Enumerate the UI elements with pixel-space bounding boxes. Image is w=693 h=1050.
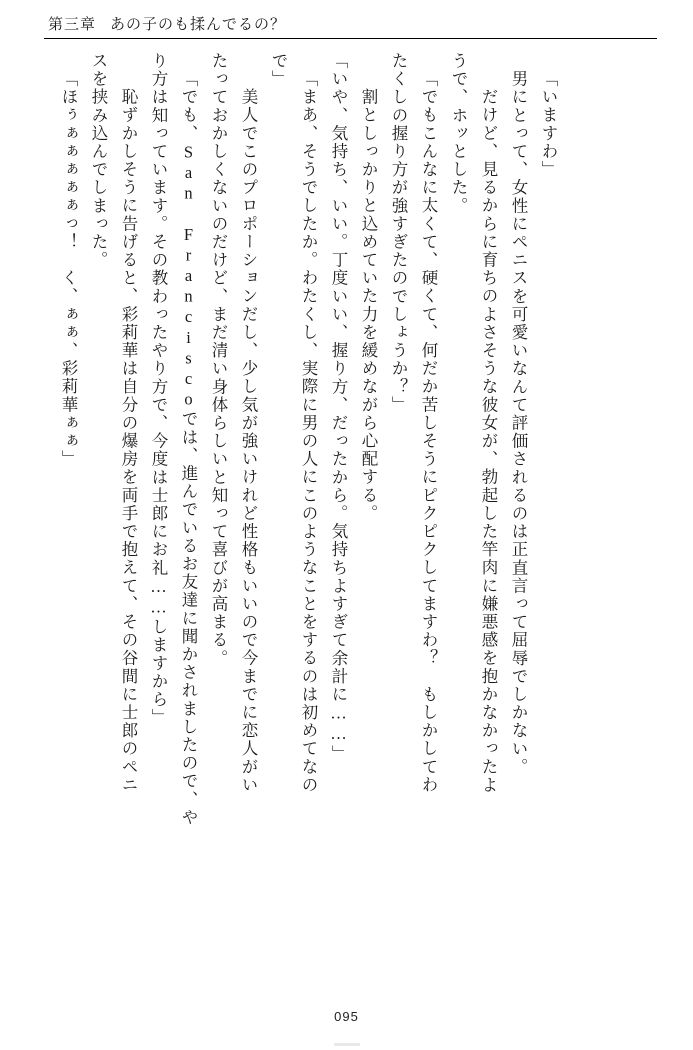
- text-column: 「まあ、そうでしたか。わたくし、実際に男の人にこのようなことをするのは初めてなの: [299, 70, 318, 794]
- text-column: 割としっかりと込めていた力を緩めながら心配する。: [359, 70, 378, 523]
- text-column: だけど、見るからに育ちのよさそうな彼女が、勃起した竿肉に嫌悪感を抱かなかったよ: [479, 70, 498, 794]
- text-column: スを挟み込んでしまった。: [89, 52, 108, 270]
- chapter-title: あの子のも揉んでるの？: [110, 16, 287, 33]
- text-column: 「ほぅぁぁぁぁぁっ！ く、ぁぁ、彩莉華ぁぁ」: [59, 70, 78, 469]
- text-column: 「いや、気持ち、いい。丁度いい、握り方、だったから。気持ちよすぎて余計に……」: [329, 52, 348, 763]
- text-column: り方は知っています。その教わったやり方で、今度は士郎にお礼……しますから」: [149, 52, 168, 727]
- bottom-edge-mark: [334, 1043, 360, 1046]
- page-header: [48, 10, 653, 36]
- text-column: 「でも、San Franciscoでは、進んでいるお友達に聞かされましたので、や: [179, 70, 198, 827]
- text-column: たくしの握り方が強すぎたのでしょうか？」: [389, 52, 408, 414]
- text-column: 美人でこのプロポーションだし、少し気が強いけれど性格もいいので今までに恋人がい: [239, 70, 258, 794]
- page-number: 095: [334, 1009, 359, 1024]
- text-column: うで、ホッとした。: [449, 52, 468, 215]
- text-column: 「でもこんなに太くて、硬くて、何だか苦しそうにピクピクしてますわ？ もしかしてわ: [419, 70, 438, 794]
- text-column: で」: [269, 52, 288, 89]
- text-column: 男にとって、女性にペニスを可愛いなんて評価されるのは正直言って屈辱でしかない。: [509, 52, 528, 776]
- chapter-number: 第三章: [48, 16, 97, 33]
- header-divider: [44, 38, 657, 39]
- vertical-body-text: [46, 52, 651, 1002]
- text-column: 「いますわ」: [539, 70, 558, 179]
- text-column: たっておかしくないのだけど、まだ清い身体らしいと知って喜びが高まる。: [209, 52, 228, 668]
- text-column: 恥ずかしそうに告げると、彩莉華は自分の爆房を両手で抱えて、その谷間に士郎のペニ: [119, 70, 138, 794]
